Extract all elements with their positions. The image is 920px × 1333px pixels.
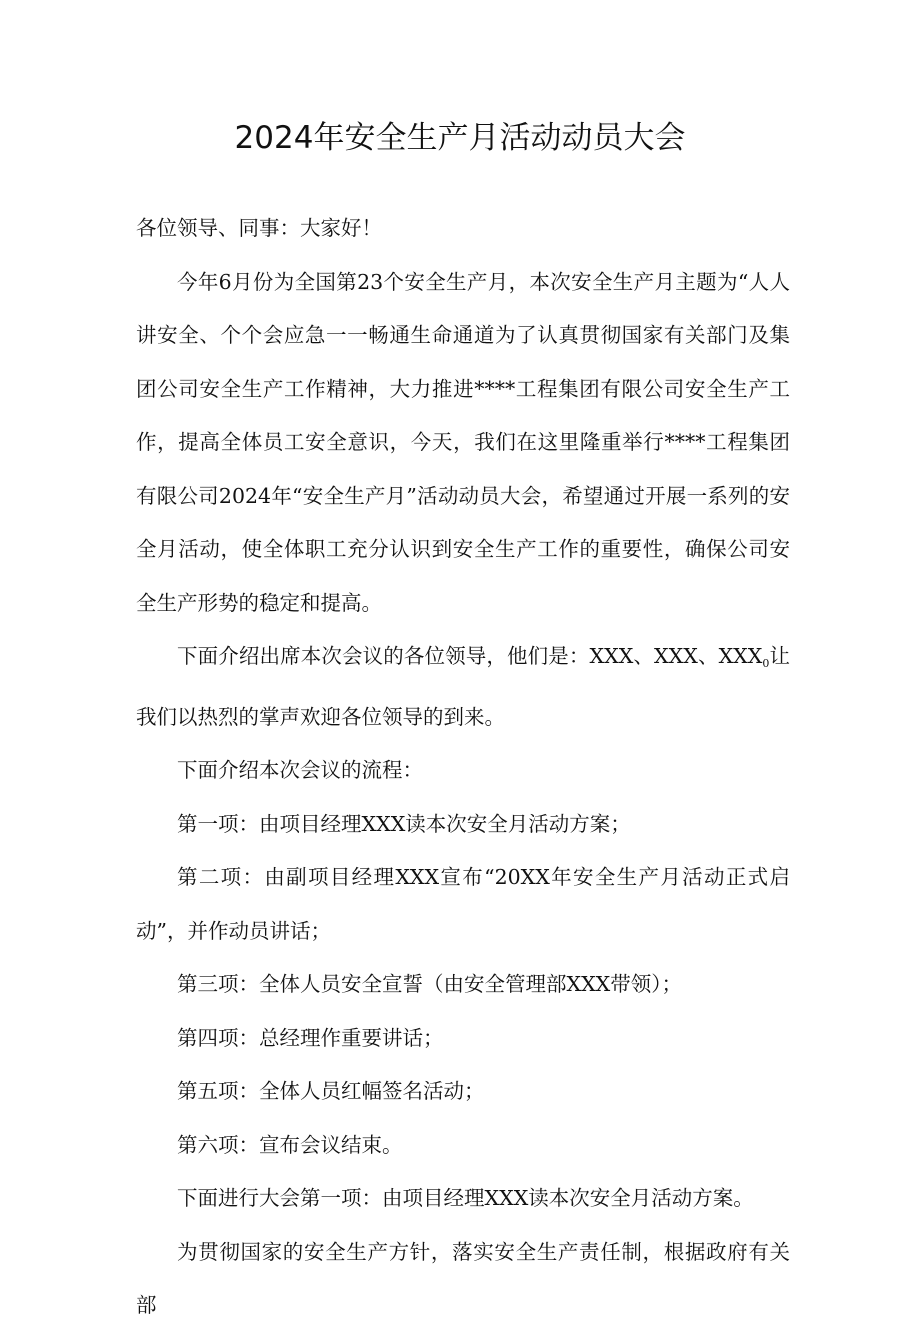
leaders-text: 下面介绍出席本次会议的各位领导，他们是：XXX、XXX、XXX: [177, 644, 763, 668]
agenda-intro: 下面介绍本次会议的流程：: [177, 758, 423, 782]
agenda-item-4: 第四项：总经理作重要讲话；: [177, 1025, 444, 1050]
plan-paragraph: 为贯彻国家的安全生产方针，落实安全生产责任制，根据政府有关部: [136, 1239, 790, 1317]
intro-paragraph: 今年6月份为全国第23个安全生产月，本次安全生产月主题为“人人讲安全、个个会应急一一畅通生命通道为了认真贯彻国家有关部门及集团公司安全生产工作精神，大力推进****工程集团有限公司安全生产工作，提高全体员工安全意识，今天，我们在这里隆重举行****工程集团有限公司2024年“安全生产月”活动动员大会，希望通过开展一系列的安全月活动，使全体职工充分认识到安全生产工作的重要性，确保公司安全生产形势的稳定和提高。: [136, 269, 790, 615]
document-body: [136, 202, 790, 1333]
document-title: 2024年安全生产月活动动员大会: [234, 120, 686, 156]
subscript-mark: 0: [762, 657, 770, 670]
agenda-item-3: 第三项：全体人员安全宣誓（由安全管理部XXX带领）；: [177, 972, 683, 996]
first-item-announcement: 下面进行大会第一项：由项目经理XXX读本次安全月活动方案。: [177, 1186, 754, 1210]
greeting: 各位领导、同事：大家好！: [136, 216, 382, 240]
agenda-item-5: 第五项：全体人员红幅签名活动；: [177, 1079, 485, 1103]
leaders-text-continued: 让我们以热烈的掌声欢迎各位领导的到来。: [136, 644, 791, 729]
agenda-item-1: 第一项：由项目经理XXX读本次安全月活动方案；: [177, 811, 631, 836]
agenda-item-2: 第二项：由副项目经理XXX宣布“20XX年安全生产月活动正式启动”，并作动员讲话；: [136, 865, 790, 943]
agenda-item-6: 第六项：宣布会议结束。: [177, 1132, 403, 1157]
leaders-paragraph: [136, 630, 790, 744]
